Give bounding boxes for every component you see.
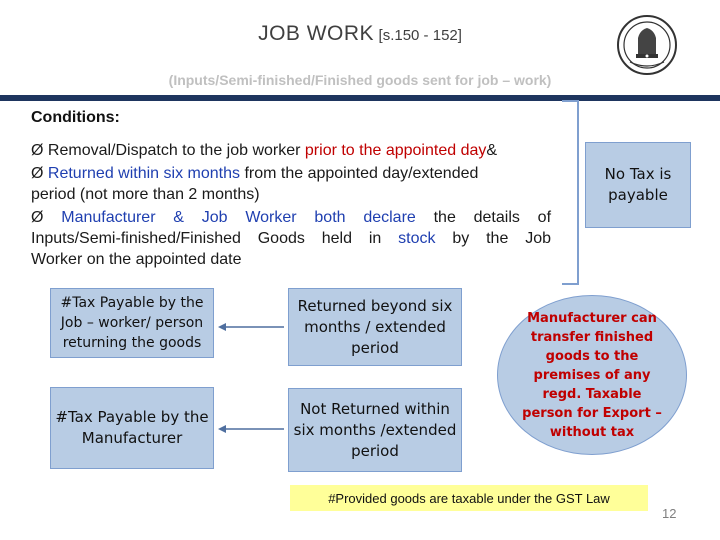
tax-payable-manufacturer-box: #Tax Payable by the Manufacturer: [50, 387, 214, 469]
page-number: 12: [662, 506, 677, 521]
title-text: JOB WORK: [258, 22, 375, 45]
condition-3-line-2: Inputs/Semi-finished/Finished Goods held in stock by the Job: [31, 230, 551, 247]
condition-1: Ø Removal/Dispatch to the job worker prior to the appointed day&: [31, 142, 498, 159]
tax-payable-job-worker-box: #Tax Payable by the Job – worker/ person returning the goods: [50, 288, 214, 358]
condition-2: Ø Returned within six months from the appointed day/extended: [31, 165, 479, 182]
returned-beyond-six-months-box: Returned beyond six months / extended period: [288, 288, 462, 366]
government-emblem-icon: [616, 14, 678, 76]
header-divider: [0, 95, 720, 101]
page-title: [0, 22, 720, 46]
arrow-left-icon: [216, 321, 286, 333]
condition-3-line-3: Worker on the appointed date: [31, 251, 242, 268]
condition-2-line-2: period (not more than 2 months): [31, 186, 260, 203]
highlight-stock: stock: [398, 230, 436, 247]
no-tax-box: No Tax is payable: [585, 142, 691, 228]
page-subtitle: (Inputs/Semi-finished/Finished goods sent for job – work): [168, 72, 552, 88]
highlight-prior-to-appointed-day: prior to the appointed day: [304, 142, 487, 159]
highlight-returned-within-six-months: Returned within six months: [47, 165, 240, 182]
bullet-arrow-icon: Ø: [31, 165, 44, 182]
condition-3: Ø Manufacturer & Job Worker both declare the details of: [31, 209, 552, 226]
conditions-heading: Conditions:: [31, 109, 120, 126]
bullet-arrow-icon: Ø: [31, 209, 44, 226]
section-reference: [s.150 - 152]: [378, 27, 462, 44]
manufacturer-transfer-note: Manufacturer can transfer finished goods to the premises of any regd. Taxable person for Export – without tax: [497, 295, 687, 455]
bullet-arrow-icon: Ø: [31, 142, 44, 159]
arrow-left-icon: [216, 423, 286, 435]
footnote: #Provided goods are taxable under the GST Law: [290, 485, 648, 511]
highlight-both-declare: Manufacturer & Job Worker both declare: [61, 209, 416, 226]
not-returned-box: Not Returned within six months /extended period: [288, 388, 462, 472]
